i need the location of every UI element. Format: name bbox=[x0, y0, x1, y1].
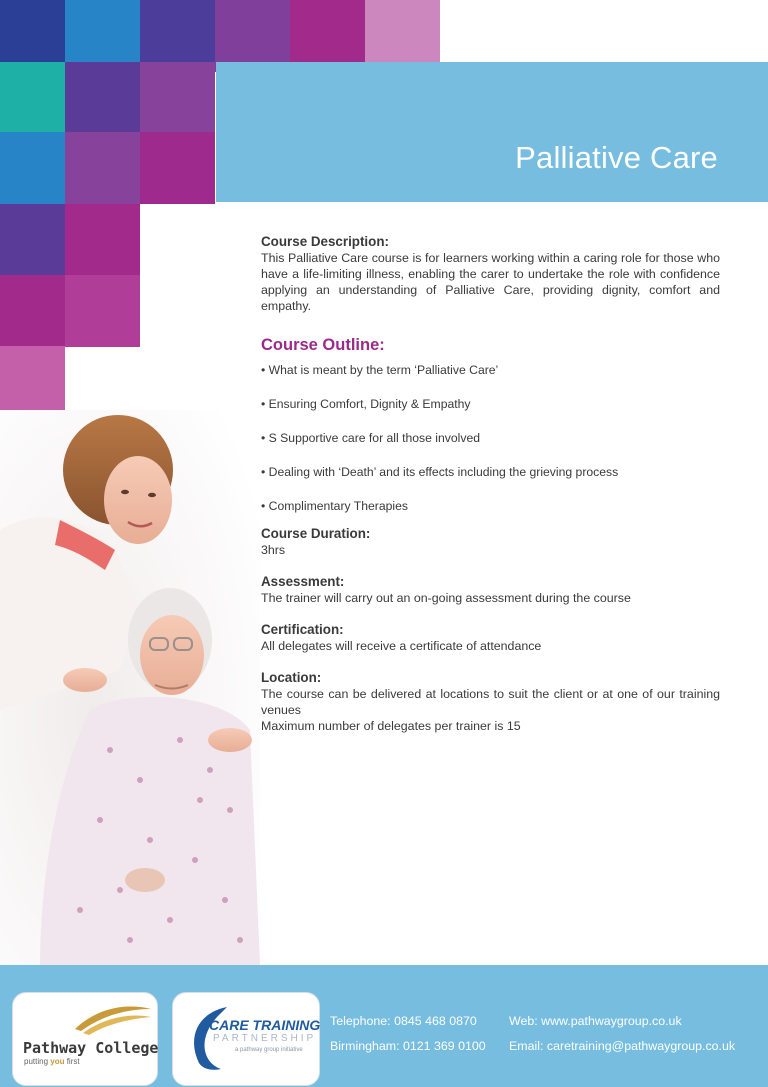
outline-item: • Dealing with ‘Death’ and its effects including the grieving process bbox=[261, 465, 619, 479]
course-content bbox=[261, 234, 720, 734]
footer-birmingham: Birmingham: 0121 369 0100 bbox=[330, 1039, 486, 1053]
footer-web-link[interactable]: Web: www.pathwaygroup.co.uk bbox=[509, 1014, 682, 1028]
certification-text: All delegates will receive a certificate of attendance bbox=[261, 639, 542, 653]
description-heading: Course Description: bbox=[261, 234, 389, 249]
outline-item: • S Supportive care for all those involved bbox=[261, 431, 481, 445]
outline-item: • Ensuring Comfort, Dignity & Empathy bbox=[261, 397, 471, 411]
assessment-text: The trainer will carry out an on-going assessment during the course bbox=[261, 591, 631, 605]
care-logo-line2: PARTNERSHIP bbox=[213, 1033, 317, 1044]
outline-item: • Complimentary Therapies bbox=[261, 499, 408, 513]
page-title: Palliative Care bbox=[515, 140, 718, 175]
outline-item: • What is meant by the term ‘Palliative Care’ bbox=[261, 363, 499, 377]
assessment-heading: Assessment: bbox=[261, 574, 345, 589]
location-text-2: Maximum number of delegates per trainer is 15 bbox=[261, 719, 521, 733]
footer-telephone: Telephone: 0845 468 0870 bbox=[330, 1014, 477, 1028]
certification-heading: Certification: bbox=[261, 622, 344, 637]
care-photo bbox=[0, 410, 260, 965]
care-logo-line1: CARE TRAINING bbox=[209, 1017, 321, 1033]
pathway-college-logo bbox=[12, 992, 158, 1086]
outline-heading: Course Outline: bbox=[261, 336, 385, 354]
pathway-logo-name: Pathway College bbox=[23, 1039, 159, 1057]
pathway-swoosh-icon bbox=[73, 1001, 153, 1037]
duration-heading: Course Duration: bbox=[261, 526, 371, 541]
location-heading: Location: bbox=[261, 670, 322, 685]
duration-text: 3hrs bbox=[261, 543, 286, 557]
care-logo-line3: a pathway group initiative bbox=[235, 1047, 303, 1053]
description-text: This Palliative Care course is for learners working within a caring role for those who have a life-limiting illness, enabling the carer to undertake the role with confidence applying an understanding of Palliative Care, providing dignity, comfort and empathy. bbox=[261, 251, 720, 313]
pathway-logo-tagline: putting you first bbox=[24, 1057, 80, 1066]
header-band bbox=[216, 62, 768, 202]
care-training-logo bbox=[172, 992, 320, 1086]
location-text: The course can be delivered at locations to suit the client or at one of our training venues bbox=[261, 687, 720, 717]
footer-email-link[interactable]: Email: caretraining@pathwaygroup.co.uk bbox=[509, 1039, 736, 1053]
